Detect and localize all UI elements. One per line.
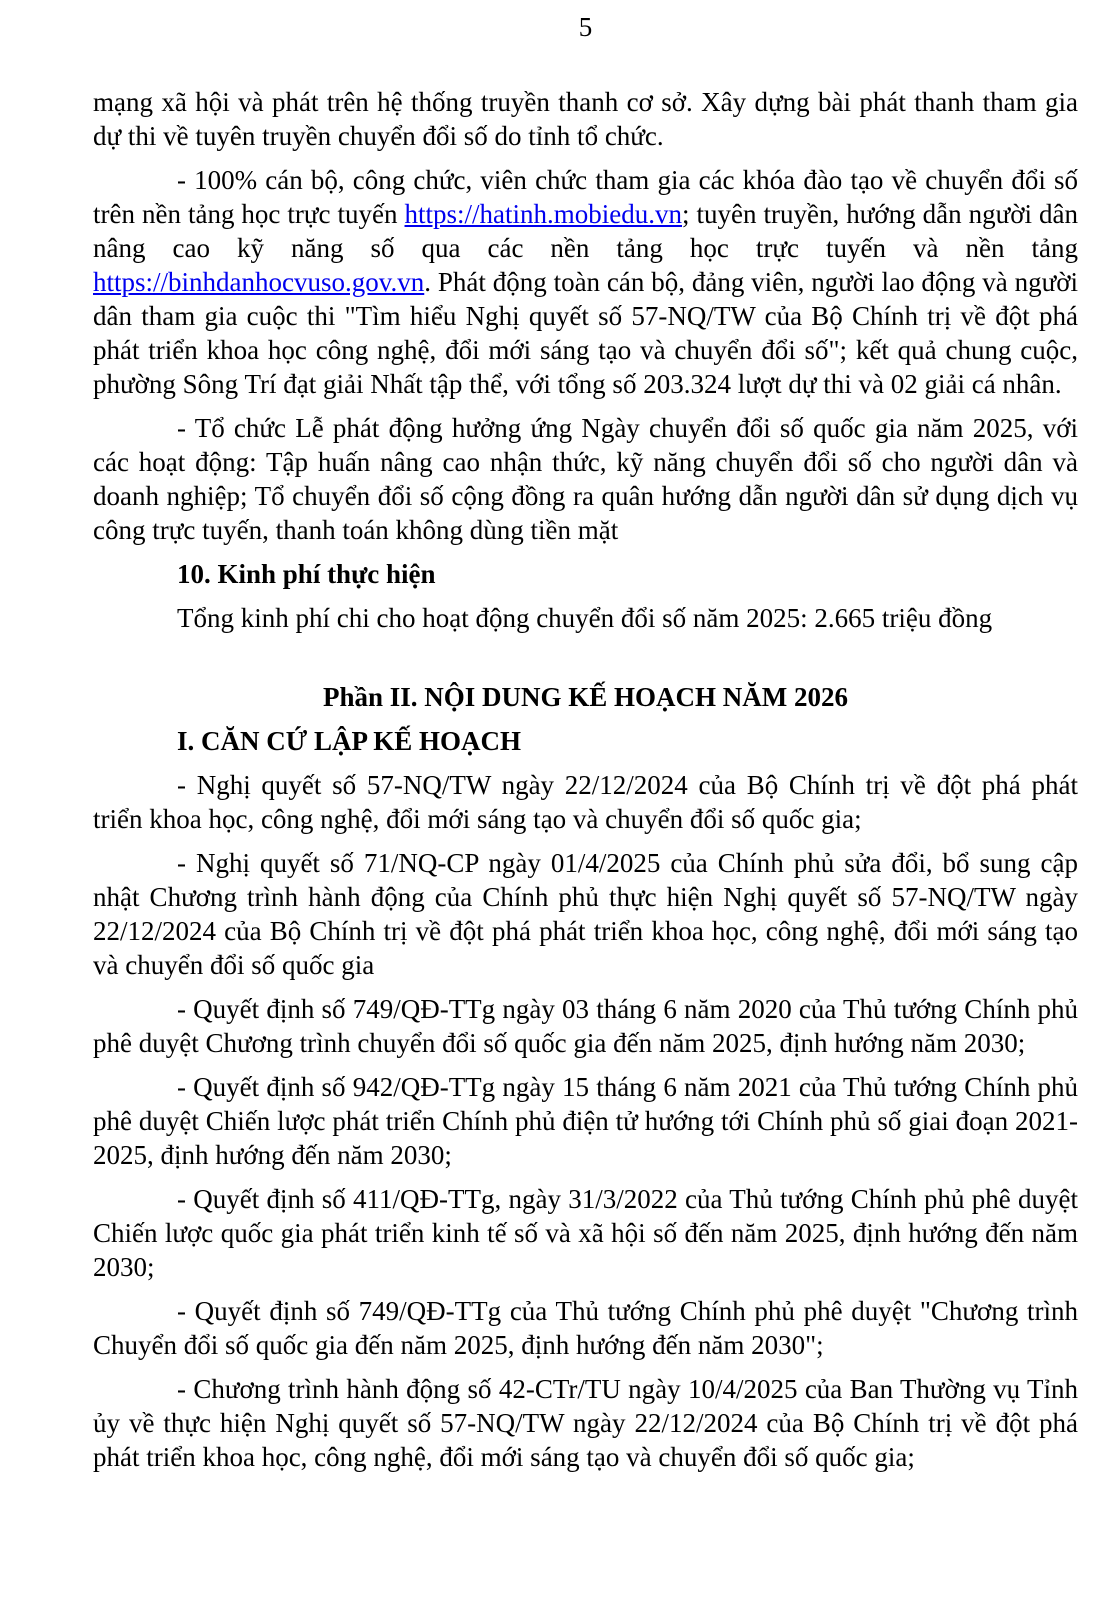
legal-basis-item-decision-942: - Quyết định số 942/QĐ-TTg ngày 15 tháng 6 năm 2021 của Thủ tướng Chính phủ phê duyệt Chiến lược phát triển Chính phủ điện tử hướng tới Chính phủ số giai đoạn 2021-2025, định hướng đến năm 2030; (93, 1072, 1078, 1170)
link-binhdanhocvuso[interactable]: https://binhdanhocvuso.gov.vn (93, 267, 425, 297)
paragraph-launch-ceremony: - Tổ chức Lễ phát động hưởng ứng Ngày chuyển đổi số quốc gia năm 2025, với các hoạt động: Tập huấn nâng cao nhận thức, kỹ năng chuyển đổi số cho người dân và doanh nghiệp; Tổ chuyển đổi số cộng đồng ra quân hướng dẫn người dân sử dụng dịch vụ công trực tuyến, thanh toán không dùng tiền mặt (93, 413, 1078, 545)
link-hatinh-mobiedu[interactable]: https://hatinh.mobiedu.vn (404, 199, 683, 229)
paragraph-training-text-1: - 100% cán bộ, công chức, viên chức tham gia các khóa đào tạo về chuyển đổi số trên nền tảng học trực tuyến (93, 165, 1078, 229)
paragraph-training-text-3: . Phát động toàn cán bộ, đảng viên, người lao động và người dân tham gia cuộc thi "Tìm hiểu Nghị quyết số 57-NQ/TW của Bộ Chính trị về đột phá phát triển khoa học công nghệ, đổi mới sáng tạo và chuyển đổi số"; kết quả chung cuộc, phường Sông Trí đạt giải Nhất tập thể, với tổng số 203.324 lượt dự thi và 02 giải cá nhân. (93, 267, 1078, 399)
legal-basis-item-decision-749-program: - Quyết định số 749/QĐ-TTg của Thủ tướng Chính phủ phê duyệt "Chương trình Chuyển đổi số quốc gia đến năm 2025, định hướng đến năm 2030"; (93, 1296, 1078, 1360)
legal-basis-item-resolution-57: - Nghị quyết số 57-NQ/TW ngày 22/12/2024 của Bộ Chính trị về đột phá phát triển khoa học, công nghệ, đổi mới sáng tạo và chuyển đổi số quốc gia; (93, 770, 1078, 834)
heading-budget: 10. Kinh phí thực hiện (177, 559, 436, 589)
paragraph-social-media-broadcast: mạng xã hội và phát trên hệ thống truyền thanh cơ sở. Xây dựng bài phát thanh tham gia dự thi về tuyên truyền chuyển đổi số do tỉnh tổ chức. (93, 87, 1078, 151)
paragraph-training-text-2: ; tuyên truyền, hướng dẫn người dân nâng cao kỹ năng số qua các nền tảng học trực tuyến và nền tảng (93, 199, 1078, 263)
legal-basis-item-action-program-42: - Chương trình hành động số 42-CTr/TU ngày 10/4/2025 của Ban Thường vụ Tỉnh ủy về thực hiện Nghị quyết số 57-NQ/TW ngày 22/12/2024 của Bộ Chính trị về đột phá phát triển khoa học, công nghệ, đổi mới sáng tạo và chuyển đổi số quốc gia; (93, 1374, 1078, 1472)
legal-basis-item-decision-411: - Quyết định số 411/QĐ-TTg, ngày 31/3/2022 của Thủ tướng Chính phủ phê duyệt Chiến lược quốc gia phát triển kinh tế số và xã hội số đến năm 2025, định hướng đến năm 2030; (93, 1184, 1078, 1282)
legal-basis-item-decision-749-2020: - Quyết định số 749/QĐ-TTg ngày 03 tháng 6 năm 2020 của Thủ tướng Chính phủ phê duyệt Chương trình chuyển đổi số quốc gia đến năm 2025, định hướng năm 2030; (93, 994, 1078, 1058)
paragraph-training-courses (93, 163, 1078, 401)
heading-part2-title: Phần II. NỘI DUNG KẾ HOẠCH NĂM 2026 (322, 682, 849, 712)
legal-basis-item-resolution-71: - Nghị quyết số 71/NQ-CP ngày 01/4/2025 của Chính phủ sửa đổi, bổ sung cập nhật Chương trình hành động của Chính phủ thực hiện Nghị quyết số 57-NQ/TW ngày 22/12/2024 của Bộ Chính trị về đột phá phát triển khoa học, công nghệ, đổi mới sáng tạo và chuyển đổi số quốc gia (93, 848, 1078, 980)
paragraph-budget-total: Tổng kinh phí chi cho hoạt động chuyển đổi số năm 2025: 2.665 triệu đồng (177, 603, 993, 633)
heading-legal-basis: I. CĂN CỨ LẬP KẾ HOẠCH (177, 726, 522, 756)
page-number: 5 (578, 12, 593, 42)
